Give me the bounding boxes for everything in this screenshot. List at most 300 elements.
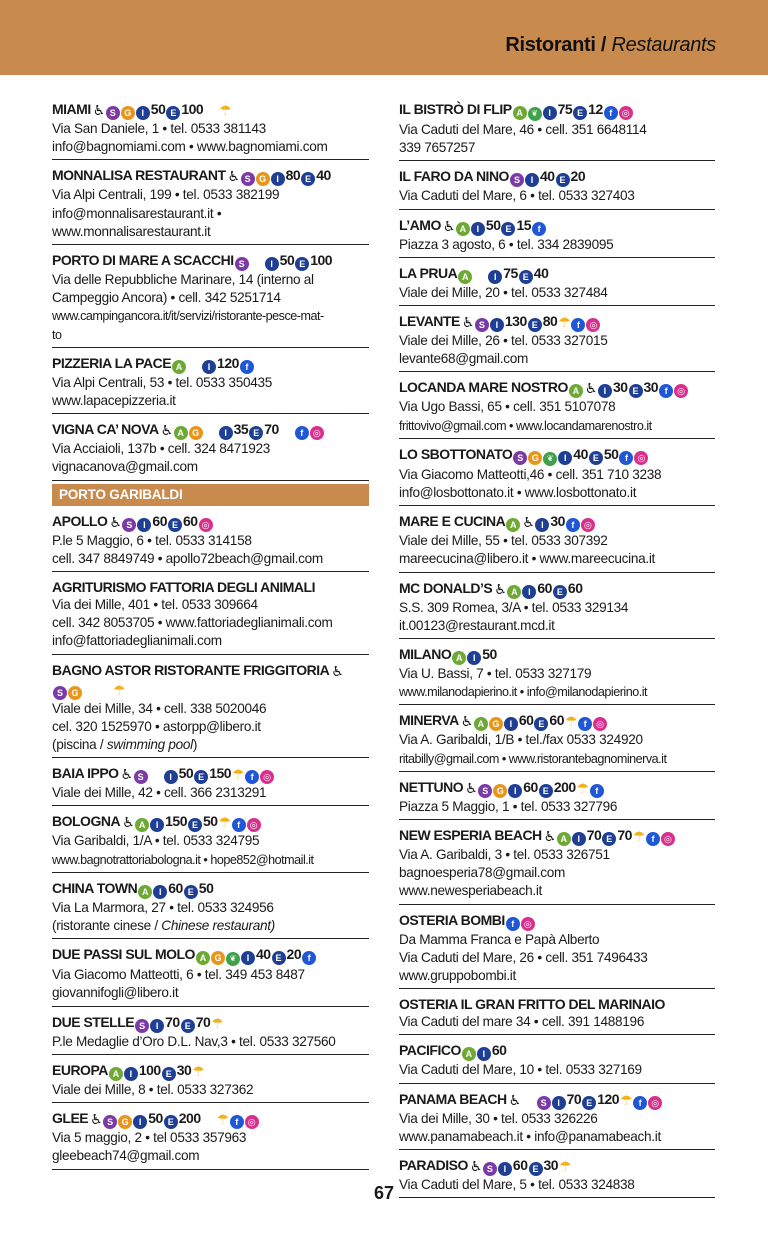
indoor-seats-badge-icon: I: [572, 832, 586, 846]
wheelchair-icon: ♿: [90, 1111, 103, 1128]
outdoor-seats-badge-icon: E: [553, 585, 567, 599]
restaurant-name: MIAMI: [52, 101, 91, 117]
instagram-icon[interactable]: ◎: [634, 451, 648, 465]
instagram-icon[interactable]: ◎: [521, 917, 535, 931]
facebook-icon[interactable]: f: [590, 784, 604, 798]
outdoor-seats-badge-icon: E: [528, 318, 542, 332]
restaurant-name: MARE E CUCINA: [399, 513, 506, 530]
indoor-seats-badge-icon: I: [133, 1115, 147, 1129]
restaurant-name: OSTERIA BOMBI: [399, 911, 505, 928]
wheelchair-icon: ♿: [522, 514, 535, 531]
wheelchair-icon: ♿: [465, 779, 478, 796]
outdoor-seats-badge-icon: E: [249, 426, 263, 440]
outdoor-seats-count: 70: [264, 421, 279, 438]
air-conditioning-badge-icon: A: [569, 384, 583, 398]
restaurant-detail: Via Caduti del Mare, 10 • tel. 0533 327169: [399, 1062, 642, 1078]
outdoor-seats-count: 60: [182, 512, 198, 529]
seafood-badge-icon: S: [513, 451, 527, 465]
restaurant-detail: P.le Medaglie d’Oro D.L. Nav,3 • tel. 0533 327560: [52, 1033, 336, 1049]
instagram-icon[interactable]: ◎: [310, 426, 324, 440]
restaurant-detail: Viale dei Mille, 42 • cell. 366 2313291: [52, 785, 267, 801]
indoor-seats-badge-icon: I: [271, 172, 285, 186]
air-conditioning-badge-icon: A: [462, 1047, 476, 1061]
outdoor-seats-badge-icon: E: [168, 518, 182, 532]
restaurant-detail: Via Giacomo Matteotti,46 • cell. 351 710 3238: [399, 466, 662, 482]
indoor-seats-count: 120: [217, 354, 239, 371]
restaurant-detail: Via dei Mille, 30 • tel. 0533 326226: [399, 1110, 598, 1126]
indoor-seats-count: 50: [279, 252, 295, 269]
indoor-seats-count: 100: [138, 1061, 161, 1078]
restaurant-detail: info@bagnomiami.com • www.bagnomiami.com: [52, 139, 328, 155]
indoor-seats-count: 60: [523, 778, 538, 795]
indoor-seats-count: 40: [539, 168, 555, 185]
air-conditioning-badge-icon: A: [557, 832, 571, 846]
outdoor-seats-count: 40: [533, 264, 549, 281]
restaurant-detail: cel. 320 1525970 • astorpp@libero.it: [52, 718, 261, 734]
outdoor-seats-badge-icon: E: [602, 832, 616, 846]
air-conditioning-badge-icon: A: [456, 222, 470, 236]
restaurant-name-line: [52, 945, 369, 966]
restaurant-entry: [399, 1087, 715, 1150]
instagram-icon[interactable]: ◎: [247, 818, 261, 832]
outdoor-seats-count: 70: [617, 827, 632, 844]
restaurant-name: PACIFICO: [399, 1042, 461, 1059]
restaurant-detail: gleebeach74@gmail.com: [52, 1148, 200, 1164]
outdoor-seats-badge-icon: E: [573, 106, 587, 120]
facebook-icon[interactable]: f: [245, 770, 259, 784]
air-conditioning-badge-icon: A: [138, 885, 152, 899]
indoor-seats-badge-icon: I: [552, 1096, 566, 1110]
gluten-free-badge-icon: G: [68, 686, 82, 700]
indoor-seats-badge-icon: I: [477, 1047, 491, 1061]
restaurant-name: BOLOGNA: [52, 813, 121, 830]
outdoor-seats-badge-icon: E: [529, 1162, 543, 1176]
beach-umbrella-icon: ☂: [218, 814, 231, 831]
restaurant-detail: cell. 347 8849749 • apollo72beach@gmail.com: [52, 550, 323, 566]
gluten-free-badge-icon: G: [528, 451, 542, 465]
indoor-seats-count: 70: [566, 1090, 582, 1107]
beach-umbrella-icon: ☂: [559, 1158, 572, 1175]
beach-umbrella-icon: ☂: [558, 314, 571, 331]
indoor-seats-badge-icon: I: [522, 585, 536, 599]
indoor-seats-count: 70: [165, 1013, 180, 1030]
outdoor-seats-badge-icon: E: [162, 1067, 176, 1081]
restaurant-name: PIZZERIA LA PACE: [52, 354, 172, 371]
restaurant-detail: info@losbottonato.it • www.losbottonato.it: [399, 485, 637, 501]
restaurant-name-line: [399, 778, 715, 798]
indoor-seats-badge-icon: I: [498, 1162, 512, 1176]
instagram-icon[interactable]: ◎: [619, 106, 633, 120]
restaurant-name-line: [399, 445, 715, 466]
restaurant-name: IL FARO DA NINO: [399, 168, 509, 185]
instagram-icon[interactable]: ◎: [586, 318, 600, 332]
facebook-icon[interactable]: f: [230, 1115, 244, 1129]
seafood-badge-icon: S: [122, 518, 136, 532]
outdoor-seats-badge-icon: E: [188, 818, 202, 832]
instagram-icon[interactable]: ◎: [581, 518, 595, 532]
seafood-badge-icon: S: [235, 257, 249, 271]
restaurant-detail: info@fattoriadeglianimali.com: [52, 633, 222, 649]
seafood-badge-icon: S: [475, 318, 489, 332]
restaurant-detail: Via Acciaioli, 137b • cell. 324 8471923: [52, 441, 271, 457]
wheelchair-icon: ♿: [331, 662, 344, 679]
facebook-icon[interactable]: f: [571, 318, 585, 332]
beach-umbrella-icon: ☂: [620, 1091, 633, 1108]
seafood-badge-icon: S: [510, 173, 524, 187]
restaurant-detail: www.bagnotrattoriabologna.it • hope852@hotmail.it: [52, 852, 314, 867]
restaurant-name-line: [399, 911, 715, 931]
restaurant-name-line: [52, 1061, 369, 1081]
pizza-icon: ✱: [190, 361, 198, 372]
restaurant-name-line: [399, 1041, 715, 1061]
restaurant-detail: (piscina / swimming pool): [52, 737, 198, 753]
restaurant-name: BAIA IPPO: [52, 765, 119, 782]
restaurant-detail: Via Caduti del Mare, 6 • tel. 0533 327403: [399, 188, 635, 204]
restaurant-entry: [52, 417, 369, 480]
outdoor-seats-count: 60: [567, 579, 583, 596]
indoor-seats-count: 60: [512, 1157, 528, 1174]
outdoor-seats-count: 30: [543, 1157, 559, 1174]
indoor-seats-count: 50: [150, 101, 166, 117]
indoor-seats-badge-icon: I: [488, 270, 502, 284]
outdoor-seats-badge-icon: E: [539, 784, 553, 798]
restaurant-name-line: [52, 879, 369, 899]
restaurant-name: MONNALISA RESTAURANT: [52, 167, 226, 184]
restaurant-entry: [399, 908, 715, 990]
restaurant-detail: www.newesperiabeach.it: [399, 883, 543, 899]
facebook-icon[interactable]: f: [633, 1096, 647, 1110]
facebook-icon[interactable]: f: [295, 426, 309, 440]
restaurant-entry: [399, 309, 715, 372]
restaurant-entry: [52, 248, 369, 348]
restaurant-detail: www.campingancora.it/it/servizi/ristorante-pesce-mat-: [52, 309, 324, 324]
beach-umbrella-icon: ☂: [565, 713, 578, 730]
wheelchair-icon: ♿: [122, 814, 135, 831]
wheelchair-icon: ♿: [227, 168, 240, 185]
outdoor-seats-badge-icon: E: [194, 770, 208, 784]
page-number: 67: [373, 1183, 395, 1203]
wheelchair-icon: ♿: [543, 828, 556, 845]
outdoor-seats-count: 60: [549, 712, 564, 729]
restaurant-detail: to: [52, 327, 62, 342]
kids-area-icon: ☺: [206, 108, 216, 118]
indoor-seats-badge-icon: I: [471, 222, 485, 236]
restaurant-detail: Via Caduti del Mare, 46 • cell. 351 6648114: [399, 122, 647, 137]
restaurant-detail: 339 7657257: [399, 140, 476, 156]
outdoor-seats-badge-icon: E: [534, 717, 548, 731]
restaurant-detail: Campeggio Ancora) • cell. 342 5251714: [52, 290, 281, 306]
restaurant-entry: [52, 876, 369, 939]
left-column: [52, 97, 369, 1173]
restaurant-entry: [52, 163, 369, 245]
restaurant-name-line: [399, 216, 715, 236]
restaurant-detail: S.S. 309 Romea, 3/A • tel. 0533 329134: [399, 599, 629, 615]
restaurant-name-line: [52, 166, 369, 186]
pizza-icon: ✱: [86, 687, 94, 698]
page-header: [0, 0, 768, 75]
facebook-icon[interactable]: f: [532, 222, 546, 236]
title-italian: Ristoranti /: [505, 34, 607, 56]
beach-umbrella-icon: ☂: [216, 1111, 229, 1128]
indoor-seats-count: 75: [557, 101, 573, 117]
restaurant-name: IL BISTRÒ DI FLIP: [399, 101, 512, 117]
outdoor-seats-badge-icon: E: [556, 173, 570, 187]
restaurant-name-line: [399, 995, 715, 1013]
pizza-icon: ✱: [151, 772, 160, 783]
restaurant-entry: [52, 809, 369, 872]
gluten-free-badge-icon: G: [121, 106, 135, 120]
air-conditioning-badge-icon: A: [174, 426, 188, 440]
kids-area-icon: ☺: [282, 428, 292, 439]
indoor-seats-count: 50: [178, 765, 194, 782]
restaurant-name-line: [399, 378, 715, 398]
beach-umbrella-icon: ☂: [113, 681, 126, 698]
restaurant-detail: info@monnalisarestaurant.it •: [52, 205, 222, 221]
wheelchair-icon: ♿: [584, 380, 597, 397]
seafood-badge-icon: S: [134, 770, 148, 784]
restaurant-detail: Via Alpi Centrali, 199 • tel. 0533 382199: [52, 187, 280, 203]
restaurant-name-line: [399, 645, 715, 665]
restaurant-detail: www.monnalisarestaurant.it: [52, 223, 211, 239]
indoor-seats-badge-icon: I: [219, 426, 233, 440]
restaurant-entry: [399, 1038, 715, 1083]
outdoor-seats-badge-icon: E: [301, 172, 315, 186]
indoor-seats-badge-icon: I: [467, 651, 481, 665]
seafood-badge-icon: S: [135, 1019, 149, 1033]
wheelchair-icon: ♿: [469, 1158, 482, 1175]
facebook-icon[interactable]: f: [302, 951, 316, 965]
restaurant-detail: P.le 5 Maggio, 6 • tel. 0533 314158: [52, 532, 252, 548]
beach-umbrella-icon: ☂: [576, 779, 589, 796]
restaurant-entry: [399, 823, 715, 905]
indoor-seats-badge-icon: I: [153, 885, 167, 899]
outdoor-seats-count: 20: [286, 946, 302, 963]
restaurant-detail: vignacanova@gmail.com: [52, 459, 198, 475]
vegetarian-icon: ❦: [543, 452, 557, 466]
restaurant-name-line: [52, 100, 369, 120]
restaurant-entry: [399, 442, 715, 506]
gluten-free-badge-icon: G: [118, 1115, 132, 1129]
restaurant-detail: Piazza 5 Maggio, 1 • tel. 0533 327796: [399, 798, 618, 814]
restaurant-name-line: [399, 264, 715, 284]
restaurant-name-line: [399, 1156, 715, 1176]
wheelchair-icon: ♿: [109, 513, 122, 530]
restaurant-name: PARADISO: [399, 1157, 468, 1174]
restaurant-detail: Via Garibaldi, 1/A • tel. 0533 324795: [52, 833, 260, 849]
restaurant-detail: it.00123@restaurant.mcd.it: [399, 617, 555, 633]
restaurant-detail: mareecucina@libero.it • www.mareecucina.it: [399, 551, 656, 567]
outdoor-seats-badge-icon: E: [272, 951, 286, 965]
indoor-seats-badge-icon: I: [241, 951, 255, 965]
restaurant-name: EUROPA: [52, 1061, 108, 1078]
restaurant-name-line: [52, 354, 369, 374]
indoor-seats-count: 60: [491, 1042, 507, 1059]
restaurant-detail: Via 5 maggio, 2 • tel 0533 357963: [52, 1130, 247, 1146]
facebook-icon[interactable]: f: [566, 518, 580, 532]
restaurant-entry: [399, 576, 715, 639]
air-conditioning-badge-icon: A: [513, 106, 527, 120]
instagram-icon[interactable]: ◎: [260, 770, 274, 784]
indoor-seats-count: 40: [255, 946, 271, 963]
restaurant-name: VIGNA CA’ NOVA: [52, 421, 159, 438]
facebook-icon[interactable]: f: [232, 818, 246, 832]
page-title: [505, 33, 716, 57]
seafood-badge-icon: S: [103, 1115, 117, 1129]
restaurant-entry: [399, 509, 715, 572]
beach-umbrella-icon: ☂: [219, 102, 232, 118]
restaurant-detail: Via Caduti del mare 34 • cell. 391 1488196: [399, 1014, 645, 1030]
restaurant-name: GLEE: [52, 1110, 89, 1127]
restaurant-detail: Via dei Mille, 401 • tel. 0533 309664: [52, 597, 258, 613]
restaurant-name: NEW ESPERIA BEACH: [399, 827, 542, 844]
instagram-icon[interactable]: ◎: [661, 832, 675, 846]
title-english: Restaurants: [611, 34, 716, 56]
restaurant-detail: cell. 342 8053705 • www.fattoriadeglianimali.com: [52, 615, 333, 631]
restaurant-name-line: [52, 1109, 369, 1129]
restaurant-detail: Via A. Garibaldi, 1/B • tel./fax 0533 324920: [399, 732, 643, 748]
restaurant-name-line: [52, 1013, 369, 1033]
wheelchair-icon: ♿: [160, 422, 173, 439]
indoor-seats-count: 50: [485, 216, 501, 233]
restaurant-detail: bagnoesperia78@gmail.com: [399, 865, 566, 881]
facebook-icon[interactable]: f: [506, 917, 520, 931]
indoor-seats-count: 50: [148, 1110, 163, 1127]
outdoor-seats-badge-icon: E: [166, 106, 180, 120]
restaurant-detail: Da Mamma Franca e Papà Alberto: [399, 931, 600, 947]
indoor-seats-badge-icon: I: [150, 1019, 164, 1033]
restaurant-entry: [52, 1106, 369, 1169]
instagram-icon[interactable]: ◎: [199, 518, 213, 532]
facebook-icon[interactable]: f: [659, 384, 673, 398]
air-conditioning-badge-icon: A: [458, 270, 472, 284]
outdoor-seats-count: 200: [553, 778, 576, 795]
gluten-free-badge-icon: G: [189, 426, 203, 440]
wheelchair-icon: ♿: [494, 580, 507, 597]
outdoor-seats-count: 12: [588, 101, 603, 117]
restaurant-name-line: [399, 711, 715, 731]
restaurant-name: LOCANDA MARE NOSTRO: [399, 379, 568, 396]
restaurant-entry: [399, 213, 715, 258]
pizza-icon: ✱: [476, 271, 484, 282]
restaurant-entry: [52, 1058, 369, 1103]
beach-umbrella-icon: ☂: [192, 1062, 205, 1079]
restaurant-detail: Via A. Garibaldi, 3 • tel. 0533 326751: [399, 847, 610, 863]
facebook-icon[interactable]: f: [619, 451, 633, 465]
facebook-icon[interactable]: f: [578, 717, 592, 731]
kids-area-icon: ☺: [100, 687, 110, 698]
restaurant-entry: [52, 658, 369, 759]
air-conditioning-badge-icon: A: [135, 818, 149, 832]
outdoor-seats-badge-icon: E: [629, 384, 643, 398]
indoor-seats-count: 60: [537, 579, 552, 596]
air-conditioning-badge-icon: A: [109, 1067, 123, 1081]
restaurant-detail: www.panamabeach.it • info@panamabeach.it: [399, 1128, 661, 1144]
outdoor-seats-count: 50: [603, 445, 619, 462]
restaurant-name: DUE PASSI SUL MOLO: [52, 946, 195, 963]
outdoor-seats-badge-icon: E: [589, 451, 603, 465]
kids-area-icon: ☺: [204, 1117, 214, 1128]
indoor-seats-badge-icon: I: [558, 451, 572, 465]
restaurant-name: LA PRUA: [399, 264, 458, 281]
restaurant-detail: Via Ugo Bassi, 65 • cell. 351 5107078: [399, 399, 616, 415]
restaurant-name: APOLLO: [52, 512, 108, 529]
outdoor-seats-badge-icon: E: [184, 885, 198, 899]
outdoor-seats-count: 200: [178, 1110, 201, 1127]
indoor-seats-badge-icon: I: [535, 518, 549, 532]
restaurant-detail: Via U. Bassi, 7 • tel. 0533 327179: [399, 666, 592, 682]
indoor-seats-badge-icon: I: [124, 1067, 138, 1081]
indoor-seats-count: 30: [612, 379, 628, 396]
facebook-icon[interactable]: f: [646, 832, 660, 846]
restaurant-name: LEVANTE: [399, 313, 460, 330]
restaurant-detail: Via Giacomo Matteotti, 6 • tel. 349 453 8487: [52, 967, 305, 983]
restaurant-name-line: [399, 512, 715, 532]
wheelchair-icon: ♿: [92, 102, 105, 118]
indoor-seats-badge-icon: I: [265, 257, 279, 271]
restaurant-detail: Via delle Repubbliche Marinare, 14 (interno al: [52, 272, 314, 288]
facebook-icon[interactable]: f: [604, 106, 618, 120]
restaurant-detail: Viale dei Mille, 8 • tel. 0533 327362: [52, 1081, 254, 1097]
indoor-seats-badge-icon: I: [164, 770, 178, 784]
indoor-seats-count: 75: [503, 264, 518, 281]
indoor-seats-count: 70: [586, 827, 602, 844]
outdoor-seats-count: 80: [542, 313, 558, 330]
seafood-badge-icon: S: [483, 1162, 497, 1176]
section-header: PORTO GARIBALDI: [52, 484, 369, 506]
restaurant-detail: levante68@gmail.com: [399, 351, 528, 367]
outdoor-seats-badge-icon: E: [181, 1019, 195, 1033]
restaurant-name: AGRITURISMO FATTORIA DEGLI ANIMALI: [52, 579, 315, 596]
restaurant-detail: Via San Daniele, 1 • tel. 0533 381143: [52, 121, 266, 136]
restaurant-detail: Viale dei Mille, 20 • tel. 0533 327484: [399, 284, 608, 300]
restaurant-name: LO SBOTTONATO: [399, 445, 513, 462]
instagram-icon[interactable]: ◎: [674, 384, 688, 398]
outdoor-seats-badge-icon: E: [164, 1115, 178, 1129]
restaurant-entry: [399, 642, 715, 705]
restaurant-detail: Viale dei Mille, 55 • tel. 0533 307392: [399, 533, 608, 549]
restaurant-name: NETTUNO: [399, 778, 464, 795]
gluten-free-badge-icon: G: [489, 717, 503, 731]
outdoor-seats-badge-icon: E: [501, 222, 515, 236]
restaurant-name-line: [52, 812, 369, 832]
air-conditioning-badge-icon: A: [507, 585, 521, 599]
air-conditioning-badge-icon: A: [196, 951, 210, 965]
instagram-icon[interactable]: ◎: [593, 717, 607, 731]
restaurant-detail: www.gruppobombi.it: [399, 968, 517, 984]
facebook-icon[interactable]: f: [240, 360, 254, 374]
restaurant-entry: [399, 375, 715, 438]
restaurant-entry: [52, 97, 369, 160]
restaurant-detail: frittovivo@gmail.com • www.locandamarenostro.it: [399, 418, 652, 433]
restaurant-name: MILANO: [399, 646, 452, 663]
indoor-seats-count: 150: [165, 813, 187, 830]
outdoor-seats-badge-icon: E: [295, 257, 309, 271]
outdoor-seats-count: 15: [516, 216, 532, 233]
vegetarian-icon: ❦: [528, 107, 542, 121]
outdoor-seats-count: 30: [643, 379, 659, 396]
restaurant-entry: [52, 509, 369, 572]
outdoor-seats-badge-icon: E: [519, 270, 533, 284]
pizza-icon: ✱: [252, 259, 261, 270]
indoor-seats-badge-icon: I: [490, 318, 504, 332]
restaurant-name: PORTO DI MARE A SCACCHI: [52, 252, 234, 269]
instagram-icon[interactable]: ◎: [648, 1096, 662, 1110]
restaurant-detail: Via Caduti del Mare, 26 • cell. 351 7496433: [399, 949, 648, 965]
instagram-icon[interactable]: ◎: [245, 1115, 259, 1129]
restaurant-name: CHINA TOWN: [52, 879, 138, 896]
restaurant-name: MINERVA: [399, 712, 459, 729]
restaurant-icons-line: [52, 680, 369, 700]
